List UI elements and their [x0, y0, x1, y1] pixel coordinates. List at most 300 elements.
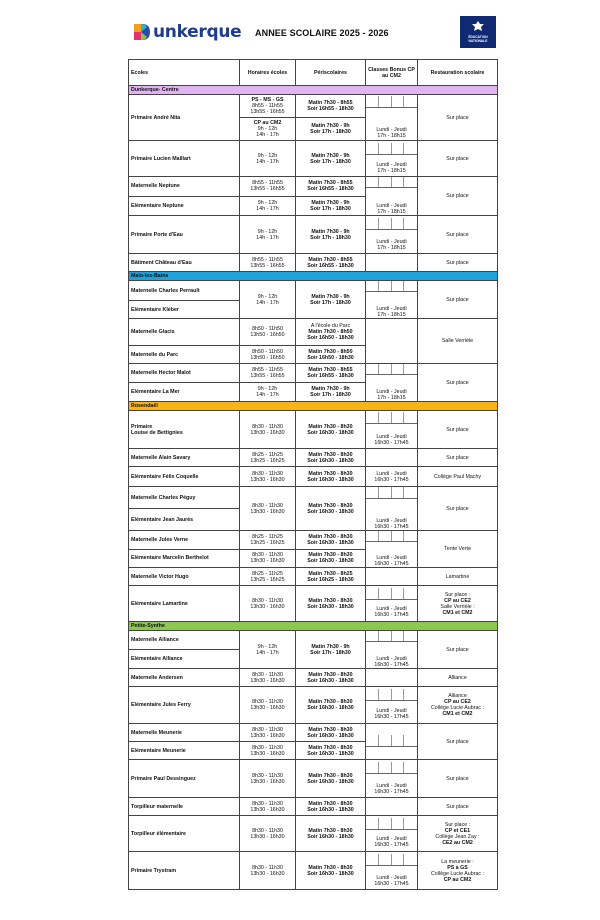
restauration-cell: Sur place [418, 724, 498, 760]
bonus-days: Lundi - Jeudi [376, 126, 407, 133]
school-name: Elémentaire Kléber [129, 301, 240, 319]
periscolaire-line: Soir 16h30 - 18h30 [307, 457, 354, 464]
hours-line: 13h30 - 16h30 [250, 833, 285, 840]
periscolaire-line: Matin 7h30 - 8h30 [308, 470, 353, 477]
periscolaire-hours [296, 531, 366, 550]
restauration-cell [418, 816, 498, 852]
periscolaire-hours [296, 669, 366, 687]
bonus-grid [366, 412, 417, 424]
bonus-grid [366, 854, 417, 866]
periscolaire-line: Matin 7h30 - 8h30 [308, 772, 353, 779]
table-row [129, 568, 498, 586]
periscolaire-line: Soir 17h - 18h30 [310, 392, 351, 398]
periscolaire-line: Soir 17h - 18h30 [310, 158, 351, 165]
dunkerque-logo-icon [132, 22, 152, 42]
restauration-cell: Salle Verrièle [418, 319, 498, 364]
bonus-cell [366, 687, 418, 724]
bonus-hours: 16h30 - 17h45 [374, 714, 409, 720]
periscolaire-line: Soir 17h - 18h30 [310, 205, 351, 212]
school-hours [240, 177, 296, 197]
bonus-cell [366, 467, 418, 487]
bonus-days: Lundi - Jeudi [376, 203, 407, 209]
rest-line: Collège Lucie Aubrac : [430, 870, 484, 877]
rest-line: Sur place : [444, 591, 471, 598]
school-name: Maternelle Glacis [129, 319, 240, 346]
bonus-hours: 17h - 18h15 [377, 209, 406, 215]
bonus-grid [366, 143, 417, 155]
bonus-days: Lundi - Jeudi [376, 161, 407, 168]
restauration-cell: Tente Verte [418, 531, 498, 568]
rest-line: CE2 au CM2 [442, 839, 473, 846]
periscolaire-line: Soir 16h30 - 18h30 [307, 732, 354, 739]
periscolaire-line: Soir 16h25 - 18h30 [307, 576, 354, 583]
rest-line: La meunerie : [441, 858, 474, 865]
school-name: Primaire Paul Dessinguez [129, 760, 240, 798]
periscolaire-line: Matin 7h30 - 8h30 [308, 800, 353, 807]
table-row [129, 177, 498, 197]
periscolaire-hours [296, 177, 366, 197]
table-row [129, 687, 498, 724]
school-name-line: Primaire [131, 423, 153, 430]
hours-line: 13h30 - 16h30 [250, 806, 285, 813]
bonus-days: Lundi - Jeudi [376, 555, 407, 561]
restauration-cell: Collège Paul Machy [418, 467, 498, 487]
bonus-hours: 16h30 - 17h45 [374, 523, 409, 530]
rest-line: Alliance [448, 693, 467, 699]
bonus-days: Lundi - Jeudi [376, 434, 407, 440]
section-title: Petite-Synthe [129, 622, 498, 631]
periscolaire-line: Matin 7h30 - 8h55 [308, 180, 353, 187]
school-name: Maternelle Hector Malot [129, 364, 240, 383]
periscolaire-line: Soir 16h50 - 18h30 [307, 354, 354, 361]
hours-line: 14h - 17h [256, 132, 279, 138]
periscolaire-line: Matin 7h30 - 9h [311, 152, 350, 159]
hours-level: PS - MS - GS [251, 97, 284, 103]
periscolaire-line: Soir 17h - 18h30 [310, 299, 351, 306]
hours-line: 13h55 - 16h55 [250, 109, 285, 115]
rest-line: Collège Jean Zay : [435, 833, 480, 840]
bonus-cell [366, 364, 418, 402]
school-hours [240, 687, 296, 724]
school-hours [240, 254, 296, 272]
school-hours [240, 669, 296, 687]
bonus-grid [366, 177, 417, 189]
bonus-cell [366, 669, 418, 687]
periscolaire-line: Matin 7h30 - 9h [311, 386, 350, 392]
school-name: Maternelle Charles Perrault [129, 281, 240, 301]
hours-line: 8h30 - 11h30 [252, 597, 283, 604]
periscolaire-line: Matin 7h30 - 8h30 [308, 671, 353, 678]
restauration-cell: Sur place [418, 487, 498, 531]
periscolaire-line: Matin 7h30 - 8h30 [308, 699, 353, 705]
periscolaire-line: Soir 16h30 - 18h30 [307, 870, 354, 877]
school-hours [240, 346, 296, 364]
rest-line: CP au CE2 [444, 699, 471, 705]
bonus-cell [366, 798, 418, 816]
restauration-cell [418, 687, 498, 724]
page-header [0, 0, 600, 56]
hours-line: 8h30 - 11h30 [252, 726, 283, 733]
bonus-days: Lundi - Jeudi [376, 656, 407, 662]
school-hours [240, 364, 296, 383]
periscolaire-hours [296, 724, 366, 742]
bonus-cell [366, 141, 418, 177]
school-name: Maternelle Charles Péguy [129, 487, 240, 509]
school-name: Primaire André Nita [129, 95, 240, 141]
hours-line: 13h30 - 16h30 [250, 677, 285, 684]
table-row [129, 487, 498, 509]
bonus-days: Lundi - Jeudi [376, 874, 407, 881]
rest-line: CM1 et CM2 [442, 609, 473, 616]
hours-line: 13h50 - 16h50 [250, 354, 285, 361]
school-name: Maternelle Andersen [129, 669, 240, 687]
hours-line: 8h25 - 11h25 [252, 533, 283, 540]
table-row [129, 586, 498, 622]
periscolaire-hours [296, 216, 366, 254]
hours-line: 13h30 - 16h30 [250, 870, 285, 877]
hours-line: 8h50 - 11h50 [252, 348, 283, 355]
bonus-hours: 16h30 - 17h45 [374, 842, 409, 848]
hours-line: 13h30 - 16h30 [250, 778, 285, 785]
rest-line: PS à GS [447, 864, 468, 871]
table-row [129, 364, 498, 383]
hours-line: 13h55 - 16h55 [250, 186, 285, 193]
periscolaire-hours [296, 467, 366, 487]
rest-line: CP au CM2 [443, 876, 472, 883]
bonus-days: Lundi - Jeudi [376, 606, 407, 612]
school-name: Elémentaire Alliance [129, 650, 240, 669]
school-hours [240, 383, 296, 402]
restauration-cell: Sur place [418, 631, 498, 669]
periscolaire-line: Matin 7h30 - 8h55 [308, 256, 353, 263]
periscolaire-hours [296, 760, 366, 798]
bonus-hours: 17h - 18h15 [377, 167, 406, 174]
bonus-hours: 17h - 18h15 [377, 312, 406, 318]
restauration-cell: Sur place [418, 281, 498, 319]
periscolaire-hours [296, 816, 366, 852]
hours-line: 8h30 - 11h30 [252, 744, 283, 751]
periscolaire-line: Soir 16h55 - 18h30 [307, 106, 354, 112]
restauration-cell: Alliance [418, 669, 498, 687]
restauration-cell: Sur place [418, 254, 498, 272]
school-hours [240, 724, 296, 742]
col-header-horaires: Horaires écoles [240, 60, 296, 86]
hours-line: 8h30 - 11h30 [252, 552, 283, 559]
hours-line: 14h - 17h [256, 649, 279, 656]
bonus-cell [366, 568, 418, 586]
hours-line: 14h - 17h [256, 158, 279, 165]
table-row [129, 467, 498, 487]
bonus-hours: 16h30 - 17h45 [374, 880, 409, 887]
restauration-cell: Sur place [418, 449, 498, 467]
rest-line: CP au CE2 [444, 597, 471, 604]
periscolaire-hours [296, 568, 366, 586]
periscolaire-line: Matin 7h30 - 8h50 [308, 329, 353, 335]
school-name: Torpilleur élémentaire [129, 816, 240, 852]
rest-line: Salle Verrièle : [440, 603, 475, 610]
hours-line: 13h55 - 16h55 [250, 262, 285, 269]
school-hours [240, 449, 296, 467]
restauration-cell: Sur place [418, 141, 498, 177]
school-name: Maternelle Neptune [129, 177, 240, 197]
restauration-cell: Sur place [418, 216, 498, 254]
bonus-days: Lundi - Jeudi [376, 389, 407, 395]
periscolaire-hours [296, 196, 366, 216]
restauration-cell: Sur place [418, 95, 498, 141]
section-title: Malo-les-Bains [129, 272, 498, 281]
bonus-cell [366, 724, 418, 760]
bonus-grid [366, 631, 417, 643]
school-hours [240, 95, 296, 118]
school-name: Elémentaire Marcelin Berthelot [129, 549, 240, 568]
bonus-cell [366, 177, 418, 216]
school-hours [240, 467, 296, 487]
bonus-hours: 16h30 - 17h45 [374, 788, 409, 795]
school-schedule-table [128, 59, 498, 890]
school-name: Bâtiment Château d'Eau [129, 254, 240, 272]
table-row [129, 141, 498, 177]
periscolaire-hours [296, 798, 366, 816]
school-name: Elémentaire La Mer [129, 383, 240, 402]
bonus-grid [366, 531, 417, 543]
table-header-row [129, 60, 498, 86]
school-hours [240, 760, 296, 798]
hours-line: 8h30 - 11h30 [252, 800, 283, 807]
school-name: Maternelle Meunerie [129, 724, 240, 742]
periscolaire-hours [296, 449, 366, 467]
hours-line: 13h30 - 16h30 [250, 476, 285, 483]
bonus-cell [366, 319, 418, 364]
col-header-restauration: Restauration scolaire [418, 60, 498, 86]
periscolaire-hours [296, 118, 366, 141]
table-row [129, 281, 498, 301]
periscolaire-hours [296, 586, 366, 622]
school-hours [240, 631, 296, 669]
hours-line: 9h - 12h [257, 152, 278, 159]
restauration-cell [418, 586, 498, 622]
periscolaire-hours [296, 549, 366, 568]
bonus-grid [366, 364, 417, 376]
school-hours [240, 196, 296, 216]
school-name: Maternelle Jules Verne [129, 531, 240, 550]
logo-text: unkerque [153, 22, 242, 42]
periscolaire-line: Soir 16h30 - 18h30 [307, 705, 354, 711]
periscolaire-line: Soir 17h - 18h30 [310, 649, 351, 656]
school-hours [240, 141, 296, 177]
col-header-periscolaires: Périscolaires [296, 60, 366, 86]
bonus-cell [366, 852, 418, 890]
periscolaire-line: Soir 17h - 18h30 [310, 234, 351, 241]
table-row [129, 816, 498, 852]
bonus-cell [366, 254, 418, 272]
periscolaire-hours [296, 742, 366, 760]
periscolaire-line: Soir 16h30 - 18h30 [307, 778, 354, 785]
periscolaire-hours [296, 383, 366, 402]
bonus-hours: 17h - 18h15 [377, 132, 406, 139]
hours-line: 8h55 - 11h55 [252, 180, 283, 187]
periscolaire-line: Matin 7h30 - 8h30 [308, 827, 353, 834]
hours-line: 8h30 - 11h30 [252, 423, 283, 430]
periscolaire-line: Matin 7h30 - 8h25 [308, 570, 353, 577]
periscolaire-line: Matin 7h30 - 8h30 [308, 423, 353, 430]
hours-line: 9h - 12h [257, 126, 278, 132]
periscolaire-hours [296, 852, 366, 890]
hours-line: 13h25 - 16h25 [250, 457, 285, 464]
periscolaire-line: Soir 16h30 - 18h30 [307, 677, 354, 684]
periscolaire-hours [296, 411, 366, 449]
school-hours [240, 118, 296, 141]
bonus-cell [366, 411, 418, 449]
periscolaire-hours [296, 319, 366, 346]
hours-line: 8h25 - 11h25 [252, 451, 283, 458]
school-hours [240, 531, 296, 550]
school-name: Elémentaire Félix Coquelle [129, 467, 240, 487]
section-title: Dunkerque- Centre [129, 86, 498, 95]
periscolaire-line: Matin 7h30 - 8h30 [308, 451, 353, 458]
periscolaire-line: Soir 16h30 - 18h30 [307, 806, 354, 813]
school-name: Elémentaire Jean Jaurès [129, 509, 240, 531]
hours-line: 8h30 - 11h30 [252, 827, 283, 834]
school-hours [240, 281, 296, 319]
bonus-grid [366, 96, 417, 108]
periscolaire-line: Matin 7h30 - 8h30 [308, 552, 353, 559]
hours-line: 8h55 - 11h55 [252, 256, 283, 263]
periscolaire-line: Matin 7h30 - 8h30 [308, 744, 353, 751]
hours-line: 8h30 - 11h30 [252, 502, 283, 509]
hours-line: 8h30 - 11h30 [252, 470, 283, 477]
periscolaire-hours [296, 95, 366, 118]
hours-line: 8h25 - 11h25 [252, 570, 283, 577]
school-hours [240, 216, 296, 254]
periscolaire-hours [296, 687, 366, 724]
bonus-days: Lundi - Jeudi [376, 782, 407, 789]
table-row [129, 95, 498, 118]
rest-line: CP et CE1 [444, 827, 471, 834]
table-row [129, 319, 498, 346]
periscolaire-line: Matin 7h30 - 9h [311, 228, 350, 235]
periscolaire-line: Soir 16h30 - 18h30 [307, 603, 354, 610]
periscolaire-line: Matin 7h30 - 8h30 [308, 726, 353, 733]
school-name: Primaire Porte d'Eau [129, 216, 240, 254]
bonus-hours: 16h30 - 17h45 [374, 440, 409, 446]
school-name: Maternelle Alliance [129, 631, 240, 650]
table-row [129, 449, 498, 467]
school-name-line: Louise de Bettignies [131, 429, 183, 436]
table-row [129, 254, 498, 272]
hours-line: 9h - 12h [257, 386, 278, 392]
hours-line: 9h - 12h [257, 643, 278, 650]
hours-line: 14h - 17h [256, 392, 279, 398]
school-name: Elémentaire Meunerie [129, 742, 240, 760]
hours-line: 8h30 - 11h30 [252, 772, 283, 779]
hours-line: 9h - 12h [257, 293, 278, 300]
periscolaire-line: Soir 16h55 - 18h30 [307, 262, 354, 269]
hours-line: 13h30 - 16h30 [250, 705, 285, 711]
restauration-cell [418, 852, 498, 890]
periscolaire-line: Matin 7h30 - 8h30 [308, 533, 353, 540]
restauration-cell: Sur place [418, 364, 498, 402]
rest-line: Sur place : [444, 821, 471, 828]
school-name: Maternelle Victor Hugo [129, 568, 240, 586]
rest-line: Collège Lucie Aubrac : [430, 705, 484, 711]
table-row [129, 852, 498, 890]
restauration-cell: Lamartine [418, 568, 498, 586]
hours-line: 13h30 - 16h30 [250, 508, 285, 515]
hours-line: 13h30 - 16h30 [250, 750, 285, 757]
periscolaire-line: Matin 7h30 - 8h55 [308, 100, 353, 106]
periscolaire-line: Matin 7h30 - 8h30 [308, 502, 353, 509]
school-hours [240, 586, 296, 622]
bonus-grid [366, 218, 417, 230]
col-header-ecoles: Ecoles [129, 60, 240, 86]
periscolaire-line: Matin 7h30 - 9h [311, 643, 350, 650]
hours-line: 8h30 - 11h30 [252, 671, 283, 678]
periscolaire-line: Matin 7h30 - 9h [311, 123, 350, 129]
hours-line: 9h - 12h [257, 199, 278, 206]
hours-line: 8h50 - 11h50 [252, 326, 283, 332]
section-title: Rosendaël [129, 402, 498, 411]
hours-line: 13h30 - 16h30 [250, 603, 285, 610]
page-title: ANNEE SCOLAIRE 2025 - 2026 [255, 28, 389, 38]
bonus-grid [366, 487, 417, 499]
table-row [129, 669, 498, 687]
hours-line: 9h - 12h [257, 228, 278, 235]
school-hours [240, 742, 296, 760]
bonus-hours: 17h - 18h15 [377, 395, 406, 401]
hours-level: CP au CM2 [253, 120, 282, 126]
restauration-cell: Sur place [418, 177, 498, 216]
hours-line: 13h30 - 16h30 [250, 429, 285, 436]
hours-line: 8h55 - 11h55 [252, 103, 283, 109]
school-name: Maternelle Alain Savary [129, 449, 240, 467]
hours-line: 14h - 17h [256, 205, 279, 212]
bonus-cell [366, 216, 418, 254]
dunkerque-logo [132, 18, 241, 46]
periscolaire-line: Matin 7h30 - 8h50 [308, 348, 353, 355]
periscolaire-line: Matin 7h30 - 9h [311, 199, 350, 206]
bonus-grid [366, 689, 417, 701]
section-row-centre [129, 86, 498, 95]
periscolaire-line: Soir 16h30 - 18h30 [307, 833, 354, 840]
table-row [129, 411, 498, 449]
periscolaire-line: Matin 7h30 - 9h [311, 293, 350, 300]
restauration-cell: Sur place [418, 798, 498, 816]
emblem-text: ÉDUCATION NATIONALE [468, 35, 488, 43]
school-hours [240, 568, 296, 586]
hours-line: 14h - 17h [256, 234, 279, 241]
hours-line: 13h30 - 16h30 [250, 732, 285, 739]
periscolaire-line: Soir 16h30 - 18h30 [307, 476, 354, 483]
bonus-cell [366, 449, 418, 467]
bonus-days: Lundi - Jeudi [376, 306, 407, 312]
school-name: Primaire Lucien Maillart [129, 141, 240, 177]
school-hours [240, 852, 296, 890]
bonus-cell [366, 487, 418, 531]
bonus-cell [366, 531, 418, 568]
restauration-cell: Sur place [418, 411, 498, 449]
periscolaire-line: Matin 7h30 - 8h30 [308, 864, 353, 871]
periscolaire-hours [296, 487, 366, 531]
periscolaire-line: Soir 16h50 - 18h30 [307, 335, 354, 341]
school-hours [240, 319, 296, 346]
hours-line: 14h - 17h [256, 299, 279, 306]
bonus-hours: 16h30 - 17h45 [374, 662, 409, 668]
school-name: Elémentaire Lamartine [129, 586, 240, 622]
periscolaire-line: Matin 7h30 - 8h55 [308, 367, 353, 373]
table-row [129, 798, 498, 816]
school-name: Elémentaire Jules Ferry [129, 687, 240, 724]
periscolaire-line: Soir 16h30 - 18h30 [307, 750, 354, 757]
